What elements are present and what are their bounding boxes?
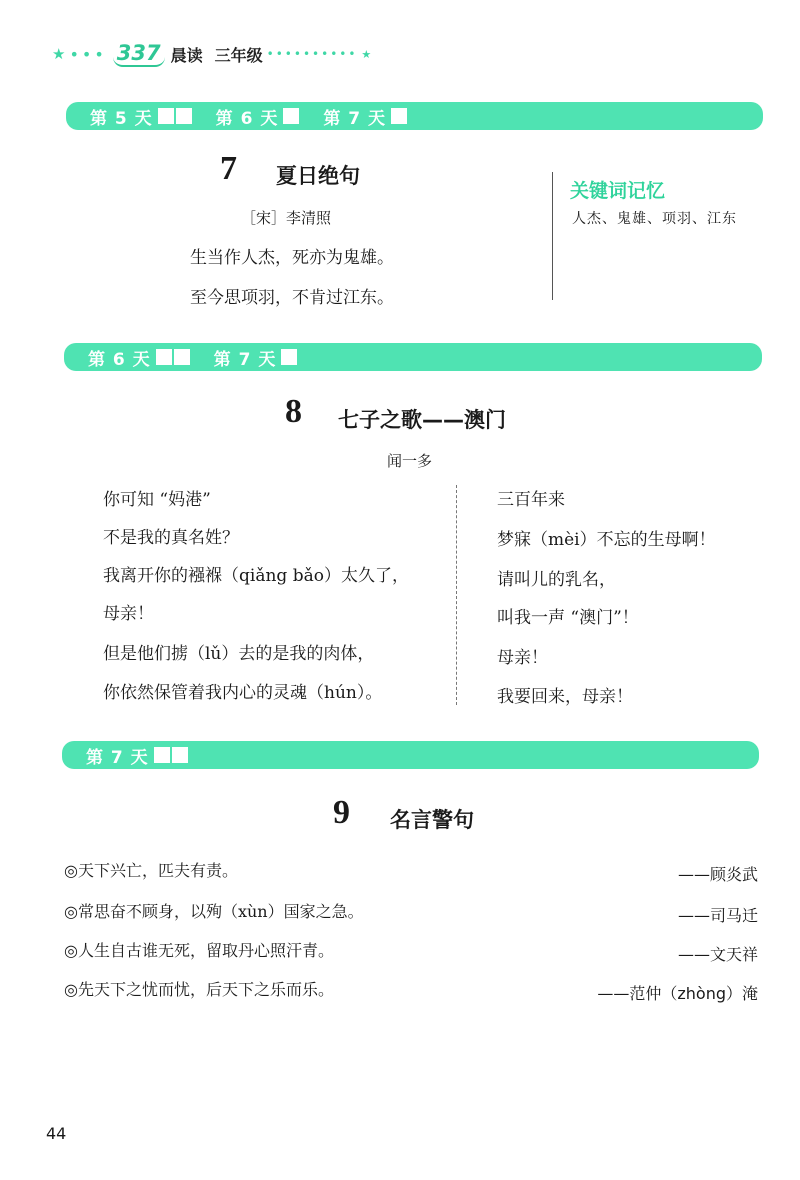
poem-number: 7 [220,150,237,187]
checkbox[interactable] [154,747,170,763]
poem-author: ［宋］李清照 [241,209,332,227]
quote-text: ◎先天下之忧而忧，后天下之乐而乐。 [64,980,334,999]
checkbox[interactable] [156,349,172,365]
poem-line: 不是我的真名姓？ [103,528,239,548]
checkbox[interactable] [158,108,174,124]
poem-line: 生当作人杰，死亦为鬼雄。 [190,248,394,268]
keyword-title: 关键词记忆 [570,180,666,202]
day-bar-2 [64,343,762,371]
checkbox[interactable] [391,108,407,124]
poem-title: 夏日绝句 [276,164,360,188]
poem-line: 叫我一声 “澳门”！ [497,608,639,628]
poem-line: 但是他们掳（lǔ）去的是我的肉体， [103,644,375,664]
day-bar-3 [62,741,759,769]
day-check-5: 第 5 天 [90,104,192,129]
poem-number: 8 [285,393,302,430]
poem-line: 你可知 “妈港” [103,490,211,510]
poem-line: 我要回来，母亲！ [497,687,633,707]
quote-text: ◎天下兴亡，匹夫有责。 [64,861,238,880]
poem-line: 请叫儿的乳名， [497,570,616,590]
poem-line: 你依然保管着我内心的灵魂（hún）。 [103,683,383,703]
checkbox[interactable] [281,349,297,365]
poem-author: 闻一多 [387,452,433,470]
header-grade: 三年级 [214,45,263,65]
checkbox[interactable] [176,108,192,124]
quote-author: ——文天祥 [677,945,758,964]
poem-title: 七子之歌——澳门 [338,408,506,432]
day-check-7: 第 7 天 [86,743,188,768]
page-number: 44 [46,1124,67,1143]
poem-number: 9 [333,794,350,831]
quote-author: ——范仲（zhòng）淹 [597,984,758,1003]
quote-author: ——司马迁 [677,906,758,925]
page-header [52,40,371,68]
quote-text: ◎常思奋不顾身，以殉（xùn）国家之急。 [64,902,364,921]
quote-text: ◎人生自古谁无死，留取丹心照汗青。 [64,941,334,960]
day-check-7: 第 7 天 [214,345,298,370]
poem-line: 母亲！ [497,648,548,668]
poem-line: 母亲！ [103,604,154,624]
poem-line: 至今思项羽，不肯过江东。 [190,288,394,308]
header-title: 晨读 [170,45,203,65]
divider [552,172,553,300]
brand-logo: 337 [113,41,165,67]
header-dots: ••• [69,44,107,64]
poem-line: 三百年来 [497,490,565,510]
day-bar-1 [66,102,763,130]
keyword-list: 人杰、鬼雄、项羽、江东 [572,211,737,227]
day-check-6: 第 6 天 [216,104,300,129]
poem-title: 名言警句 [390,808,474,832]
quote-author: ——顾炎武 [677,865,758,884]
day-check-7: 第 7 天 [323,104,407,129]
checkbox[interactable] [172,747,188,763]
header-dots-right: •••••••••• [266,47,358,61]
column-divider [456,485,457,705]
checkbox[interactable] [174,349,190,365]
star-icon: ★ [361,47,372,61]
poem-line: 梦寐（mèi）不忘的生母啊！ [497,530,716,550]
day-check-6: 第 6 天 [88,345,190,370]
poem-line: 我离开你的襁褓（qiǎng bǎo）太久了， [103,566,409,586]
star-icon: ★ [52,45,66,63]
checkbox[interactable] [283,108,299,124]
